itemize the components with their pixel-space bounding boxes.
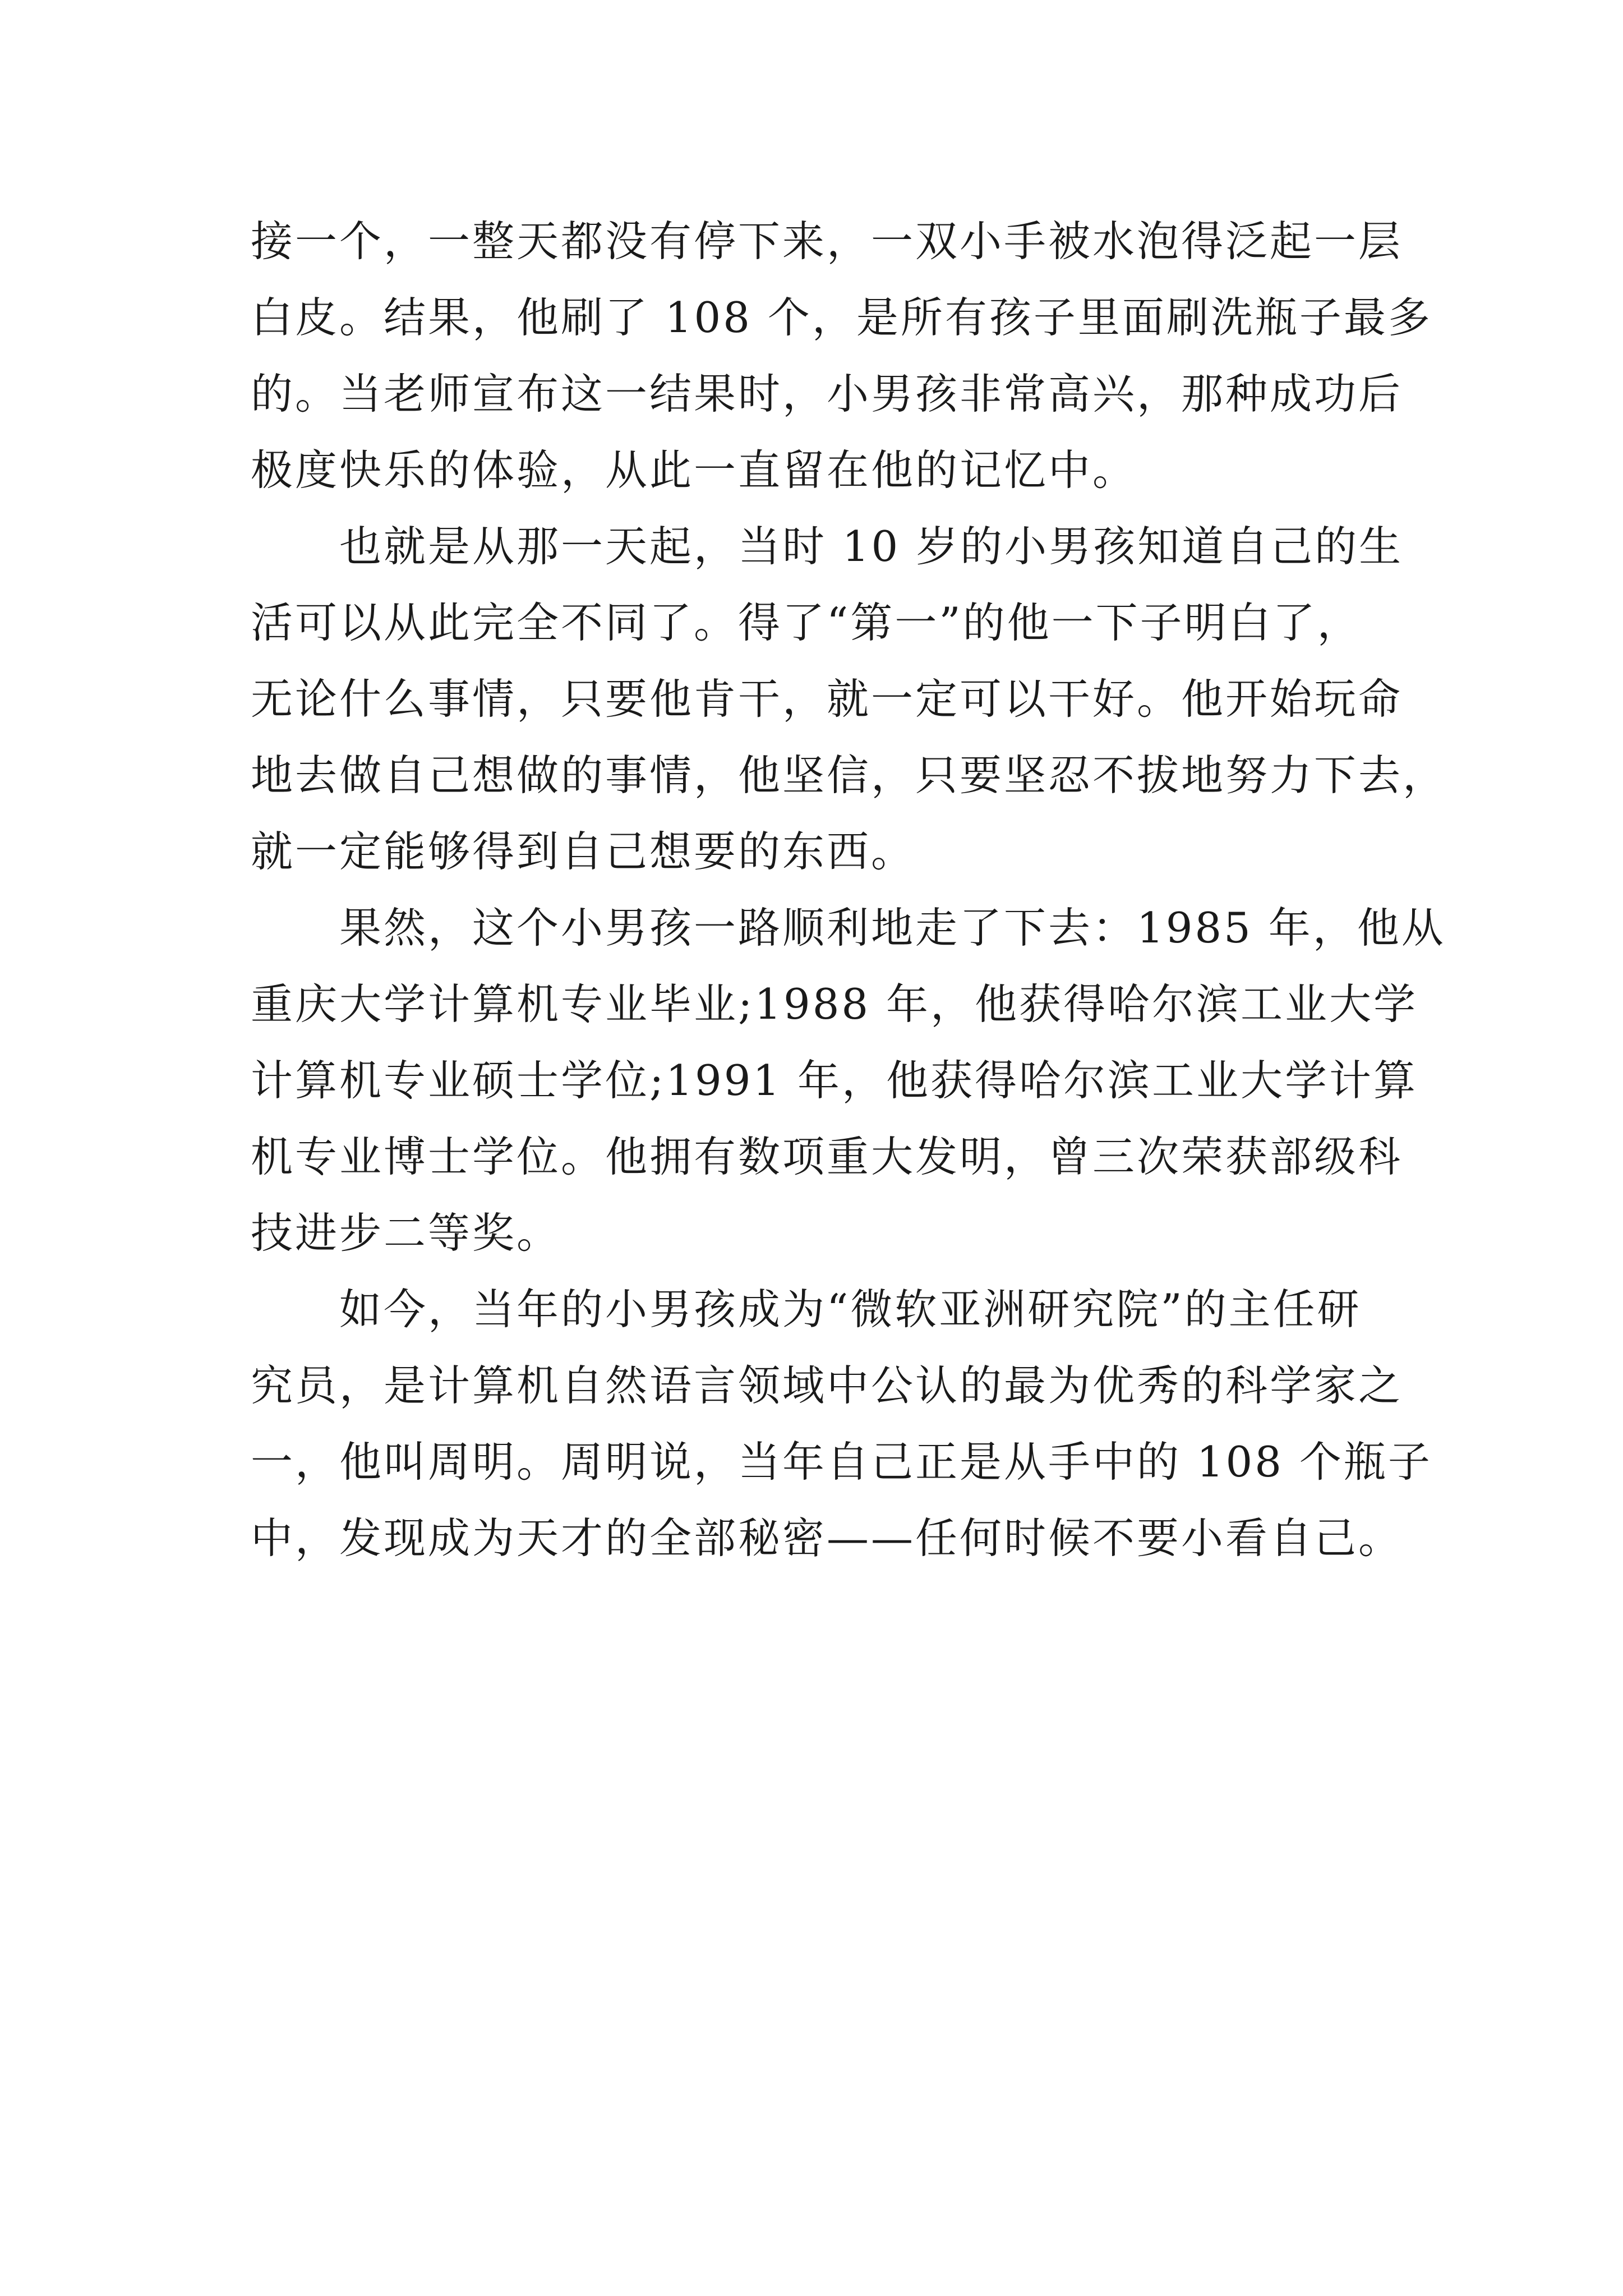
text-line: 就一定能够得到自己想要的东西。 [251,827,916,876]
paragraph-4 [251,1271,1432,1576]
document-body [251,203,1447,1576]
paragraph-2 [251,508,1447,890]
text-line: 也就是从那一天起，当时 10 岁的小男孩知道自己的生 [251,522,1404,571]
paragraph-3 [251,890,1446,1271]
text-line: 无论什么事情，只要他肯干，就一定可以干好。他开始玩命 [251,674,1403,724]
text-line: 如今，当年的小男孩成为“微软亚洲研究院”的主任研 [251,1285,1362,1334]
text-line: 接一个，一整天都没有停下来，一双小手被水泡得泛起一层 [251,217,1403,266]
text-line: 地去做自己想做的事情，他坚信，只要坚忍不拔地努力下去， [251,751,1447,800]
text-line: 果然，这个小男孩一路顺利地走了下去：1985 年，他从 [251,903,1446,953]
text-line: 重庆大学计算机专业毕业;1988 年，他获得哈尔滨工业大学 [251,979,1418,1029]
paragraph-1 [251,203,1432,508]
text-line: 的。当老师宣布这一结果时，小男孩非常高兴，那种成功后 [251,369,1403,418]
text-line: 计算机专业硕士学位;1991 年，他获得哈尔滨工业大学计算 [251,1056,1418,1105]
text-line: 一，他叫周明。周明说，当年自己正是从手中的 108 个瓶子 [251,1437,1432,1487]
text-line: 机专业博士学位。他拥有数项重大发明，曾三次荣获部级科 [251,1132,1403,1181]
text-line: 中，发现成为天才的全部秘密——任何时候不要小看自己。 [251,1513,1403,1563]
text-line: 活可以从此完全不同了。得了“第一”的他一下子明白了， [251,598,1362,647]
text-line: 究员，是计算机自然语言领域中公认的最为优秀的科学家之 [251,1361,1403,1410]
text-line: 白皮。结果，他刷了 108 个，是所有孩子里面刷洗瓶子最多 [251,293,1432,342]
text-line: 极度快乐的体验，从此一直留在他的记忆中。 [251,445,1137,495]
text-line: 技进步二等奖。 [251,1208,561,1258]
